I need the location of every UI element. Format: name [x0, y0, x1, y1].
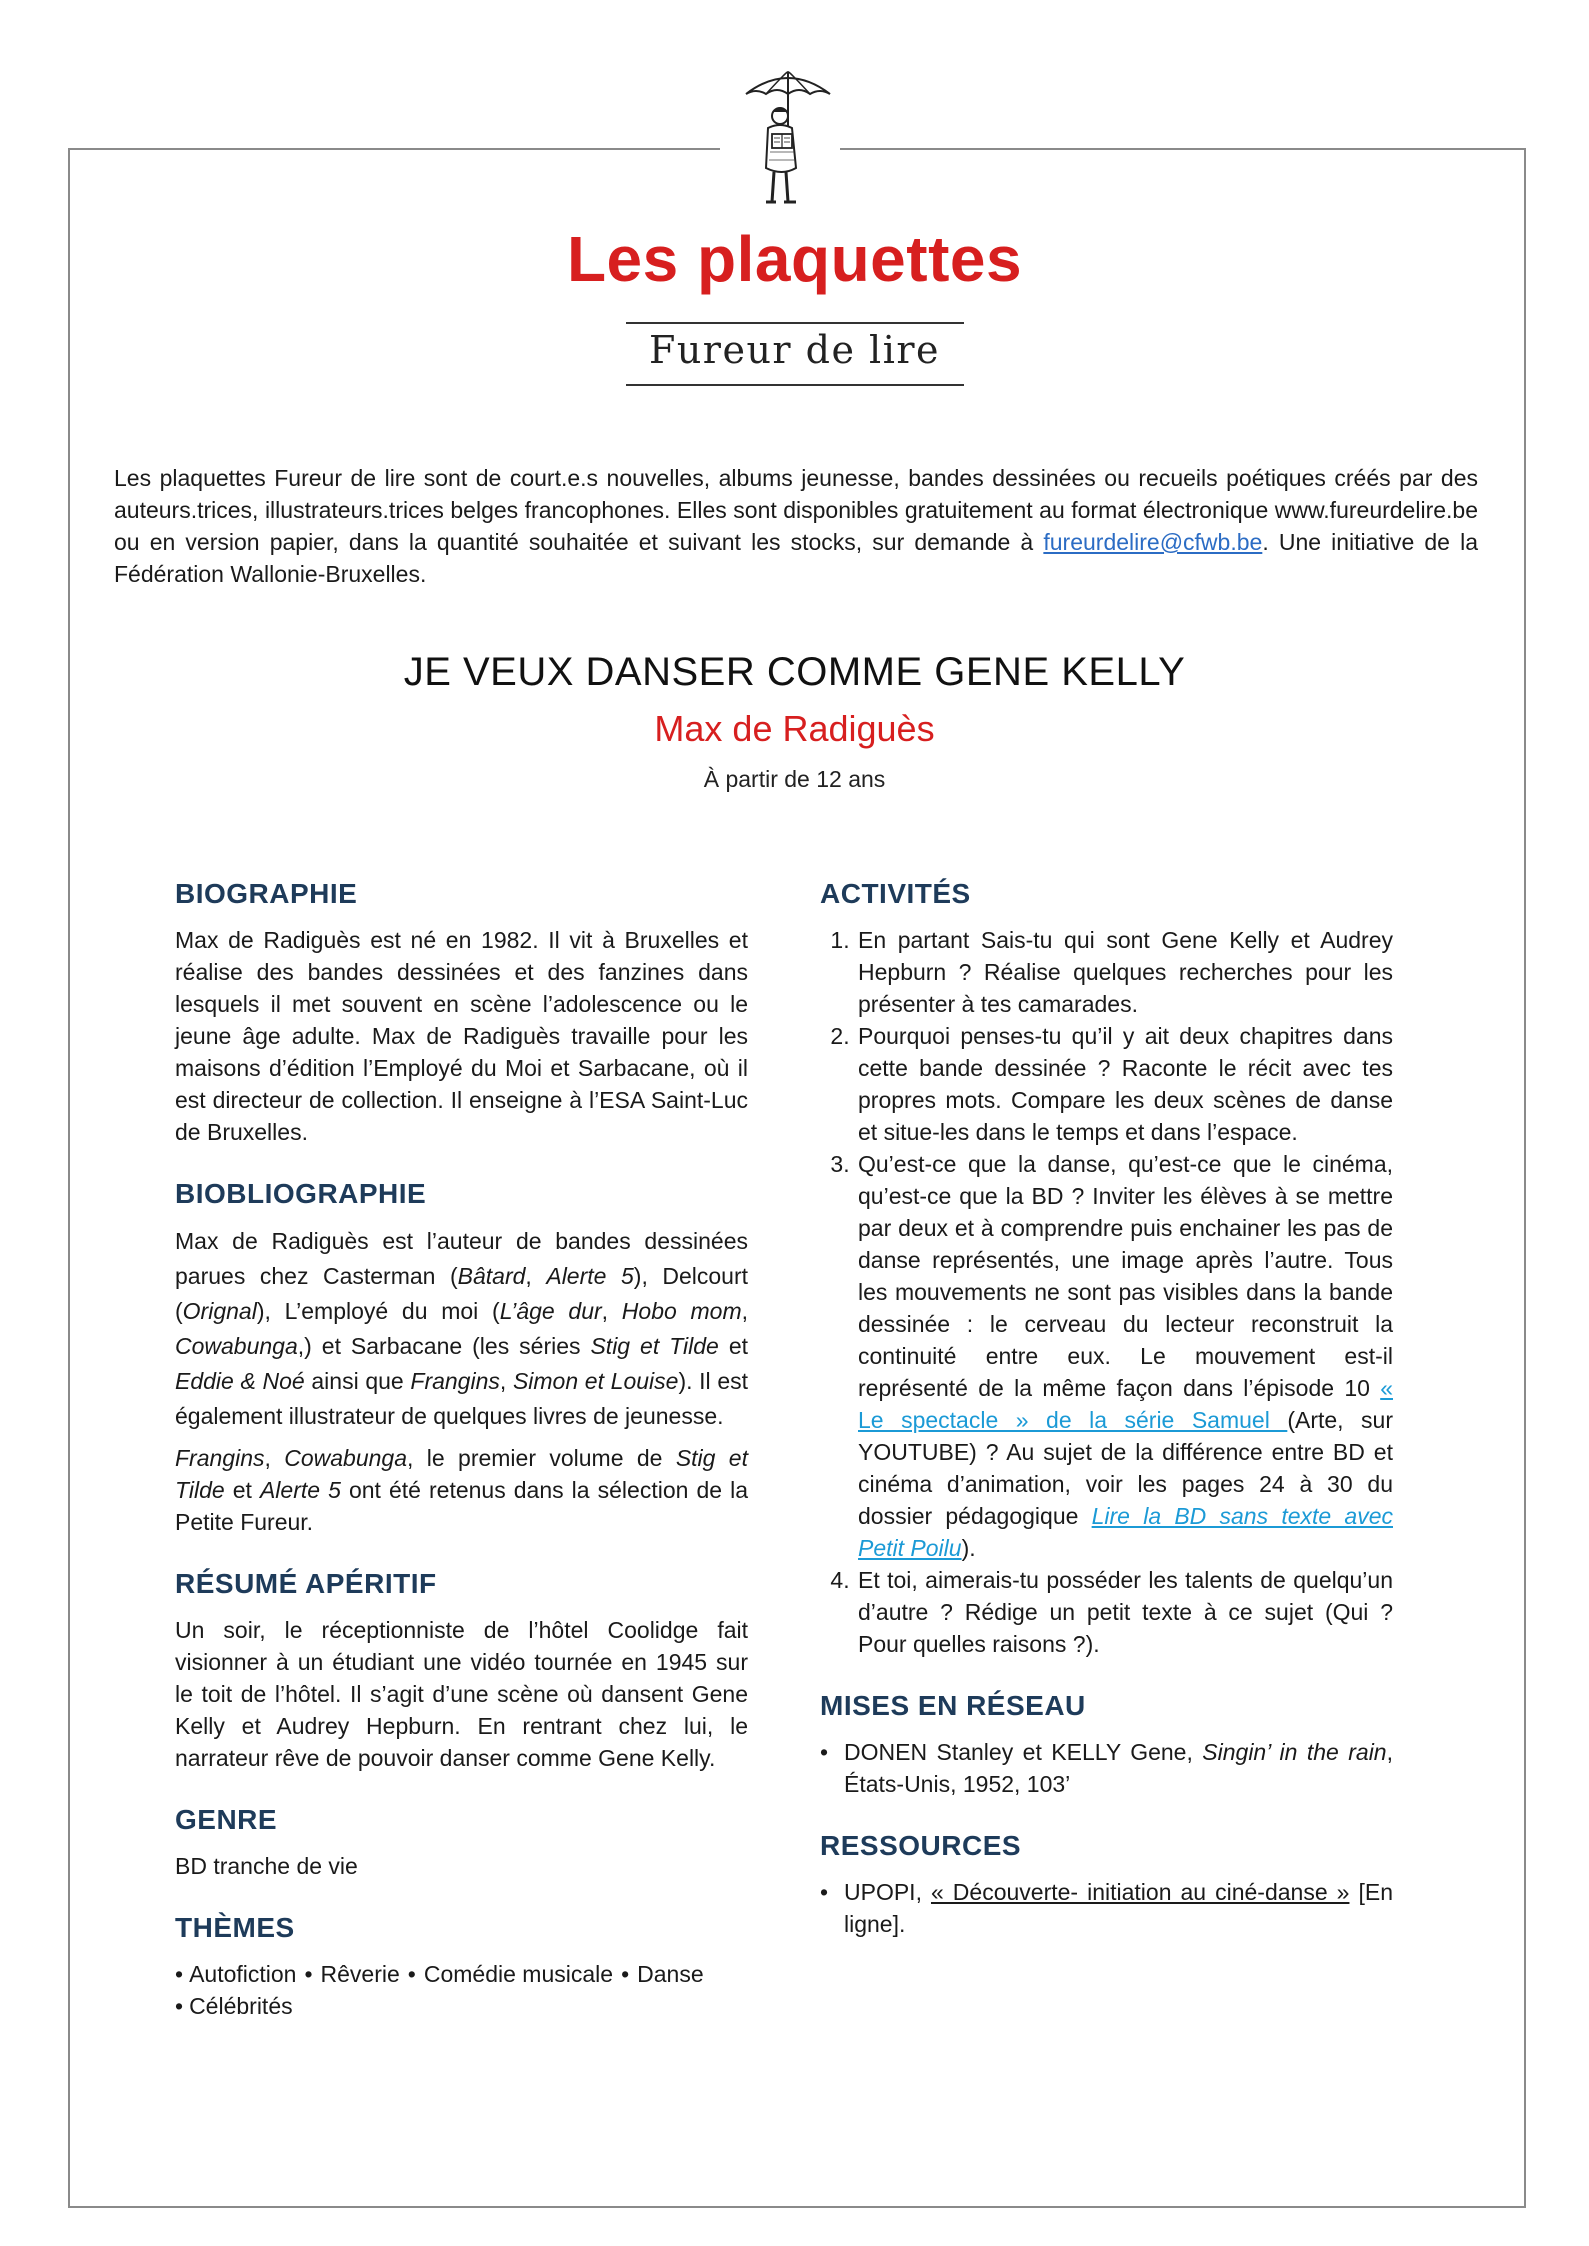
intro-text: Les plaquettes Fureur de lire sont de court.e.s nouvelles, albums jeunesse, bandes dessinées ou recueils poétiques créés par des auteurs.trices, illustrateurs.trices belges francophones. Elles sont disponibles gratuitement au format électronique www.fureurdelire.be ou en version papier, dans la quantité souhaitée et suivant les stocks, sur demande à	[114, 465, 1478, 555]
heading-biographie: BIOGRAPHIE	[175, 878, 358, 909]
activity-item: 3. Qu’est-ce que la danse, qu’est-ce que le cinéma, qu’est-ce que la BD ? Inviter les élèves à se mettre par deux et à comprendre puis enchainer les pas de danse représentés, une image après l’autre. Tous les mouvements ne sont pas visibles dans la bande dessinée : le cerveau du lecteur reconstruit la continuité entre eux. Le mouvement est-il représenté de la même façon dans l’épisode 10 « Le spectacle » de la série Samuel (Arte, sur YOUTUBE) ? Au sujet de la différence entre BD et cinéma d’animation, voir les pages 24 à 30 du dossier pédagogique Lire la BD sans texte avec Petit Poilu).	[856, 1148, 1393, 1564]
genre-text: BD tranche de vie	[175, 1853, 358, 1879]
heading-bibliographie: BIOBLIOGRAPHIE	[175, 1178, 427, 1209]
activities-list	[820, 924, 1393, 1660]
activity-item: 2. Pourquoi penses-tu qu’il y ait deux chapitres dans cette bande dessinée ? Raconte le récit avec tes propres mots. Compare les deux scènes de danse et situe-les dans le temps et dans l’espace.	[856, 1020, 1393, 1148]
theme-item: Autofiction	[189, 1961, 297, 1987]
book-title: JE VEUX DANSER COMME GENE KELLY	[403, 650, 1186, 694]
theme-item: Célébrités	[189, 1993, 293, 2019]
activity-item: 1. En partant Sais-tu qui sont Gene Kelly et Audrey Hepburn ? Réalise quelques recherches pour les présenter à tes camarades.	[856, 924, 1393, 1020]
email-link[interactable]: fureurdelire@cfwb.be	[1043, 529, 1263, 555]
cine-danse-link[interactable]: « Découverte- initiation au ciné-danse »	[930, 1879, 1350, 1905]
theme-item: Danse	[637, 1961, 704, 1987]
themes-list: • Autofiction • Rêverie • Comédie musicale • Danse • Célébrités	[175, 1961, 704, 2019]
heading-resume: RÉSUMÉ APÉRITIF	[175, 1568, 437, 1599]
heading-genre: GENRE	[175, 1804, 278, 1835]
right-column	[820, 876, 1393, 1968]
heading-themes: THÈMES	[175, 1912, 295, 1943]
brand-rule-top	[626, 322, 964, 324]
heading-ressources: RESSOURCES	[820, 1830, 1022, 1861]
bibliographie-text: Max de Radiguès est l’auteur de bandes dessinées parues chez Casterman (Bâtard, Alerte 5), Delcourt (Orignal), L’employé du moi (L’âge dur, Hobo mom, Cowabunga,) et Sarbacane (les séries Stig et Tilde et Eddie & Noé ainsi que Frangins, Simon et Louise). Il est également illustrateur de quelques livres de jeunesse.	[175, 1228, 749, 1429]
heading-mises-en-reseau: MISES EN RÉSEAU	[820, 1690, 1086, 1721]
book-age: À partir de 12 ans	[703, 766, 886, 792]
samuel-link[interactable]: « Le spectacle » de la série Samuel	[858, 1375, 1393, 1433]
brand-subtitle: Fureur de lire	[648, 328, 941, 372]
brand-title: Les plaquettes	[566, 223, 1023, 295]
ressources-item: • UPOPI, « Découverte- initiation au ciné-danse » [En ligne].	[820, 1879, 1393, 1937]
mises-item: • DONEN Stanley et KELLY Gene, Singin’ in the rain, États-Unis, 1952, 103’	[820, 1739, 1393, 1797]
theme-item: Comédie musicale	[423, 1961, 614, 1987]
intro-text-end: . Une initiative de la Fédération Wallonie-Bruxelles.	[114, 529, 1478, 587]
biographie-text: Max de Radiguès est né en 1982. Il vit à Bruxelles et réalise des bandes dessinées et des fanzines dans lesquels il met souvent en scène l’adolescence ou le jeune âge adulte. Max de Radiguès travaille pour les maisons d’édition l’Employé du Moi et Sarbacane, où il est directeur de collection. Il enseigne à l’ESA Saint-Luc de Bruxelles.	[175, 927, 748, 1145]
theme-item: Rêverie	[320, 1961, 400, 1987]
heading-activites: ACTIVITÉS	[820, 878, 971, 909]
petit-poilu-link[interactable]: Lire la BD sans texte avec Petit Poilu	[858, 1503, 1393, 1561]
selection-text: Frangins, Cowabunga, le premier volume de Stig et Tilde et Alerte 5 ont été retenus dans la sélection de la Petite Fureur.	[175, 1445, 749, 1535]
intro-paragraph	[114, 462, 1478, 590]
left-column	[175, 876, 748, 2022]
resume-text: Un soir, le réceptionniste de l’hôtel Coolidge fait visionner à un étudiant une vidéo tournée en 1945 sur le toit de l’hôtel. Il s’agit d’une scène où dansent Gene Kelly et Audrey Hepburn. En rentrant chez lui, le narrateur rêve de pouvoir danser comme Gene Kelly.	[175, 1617, 748, 1771]
book-author: Max de Radiguès	[654, 708, 935, 749]
umbrella-reader-logo	[738, 68, 838, 218]
activity-item: 4. Et toi, aimerais-tu posséder les talents de quelqu’un d’autre ? Rédige un petit texte à ce sujet (Qui ? Pour quelles raisons ?).	[856, 1564, 1393, 1660]
brand-rule-bottom	[626, 384, 964, 386]
